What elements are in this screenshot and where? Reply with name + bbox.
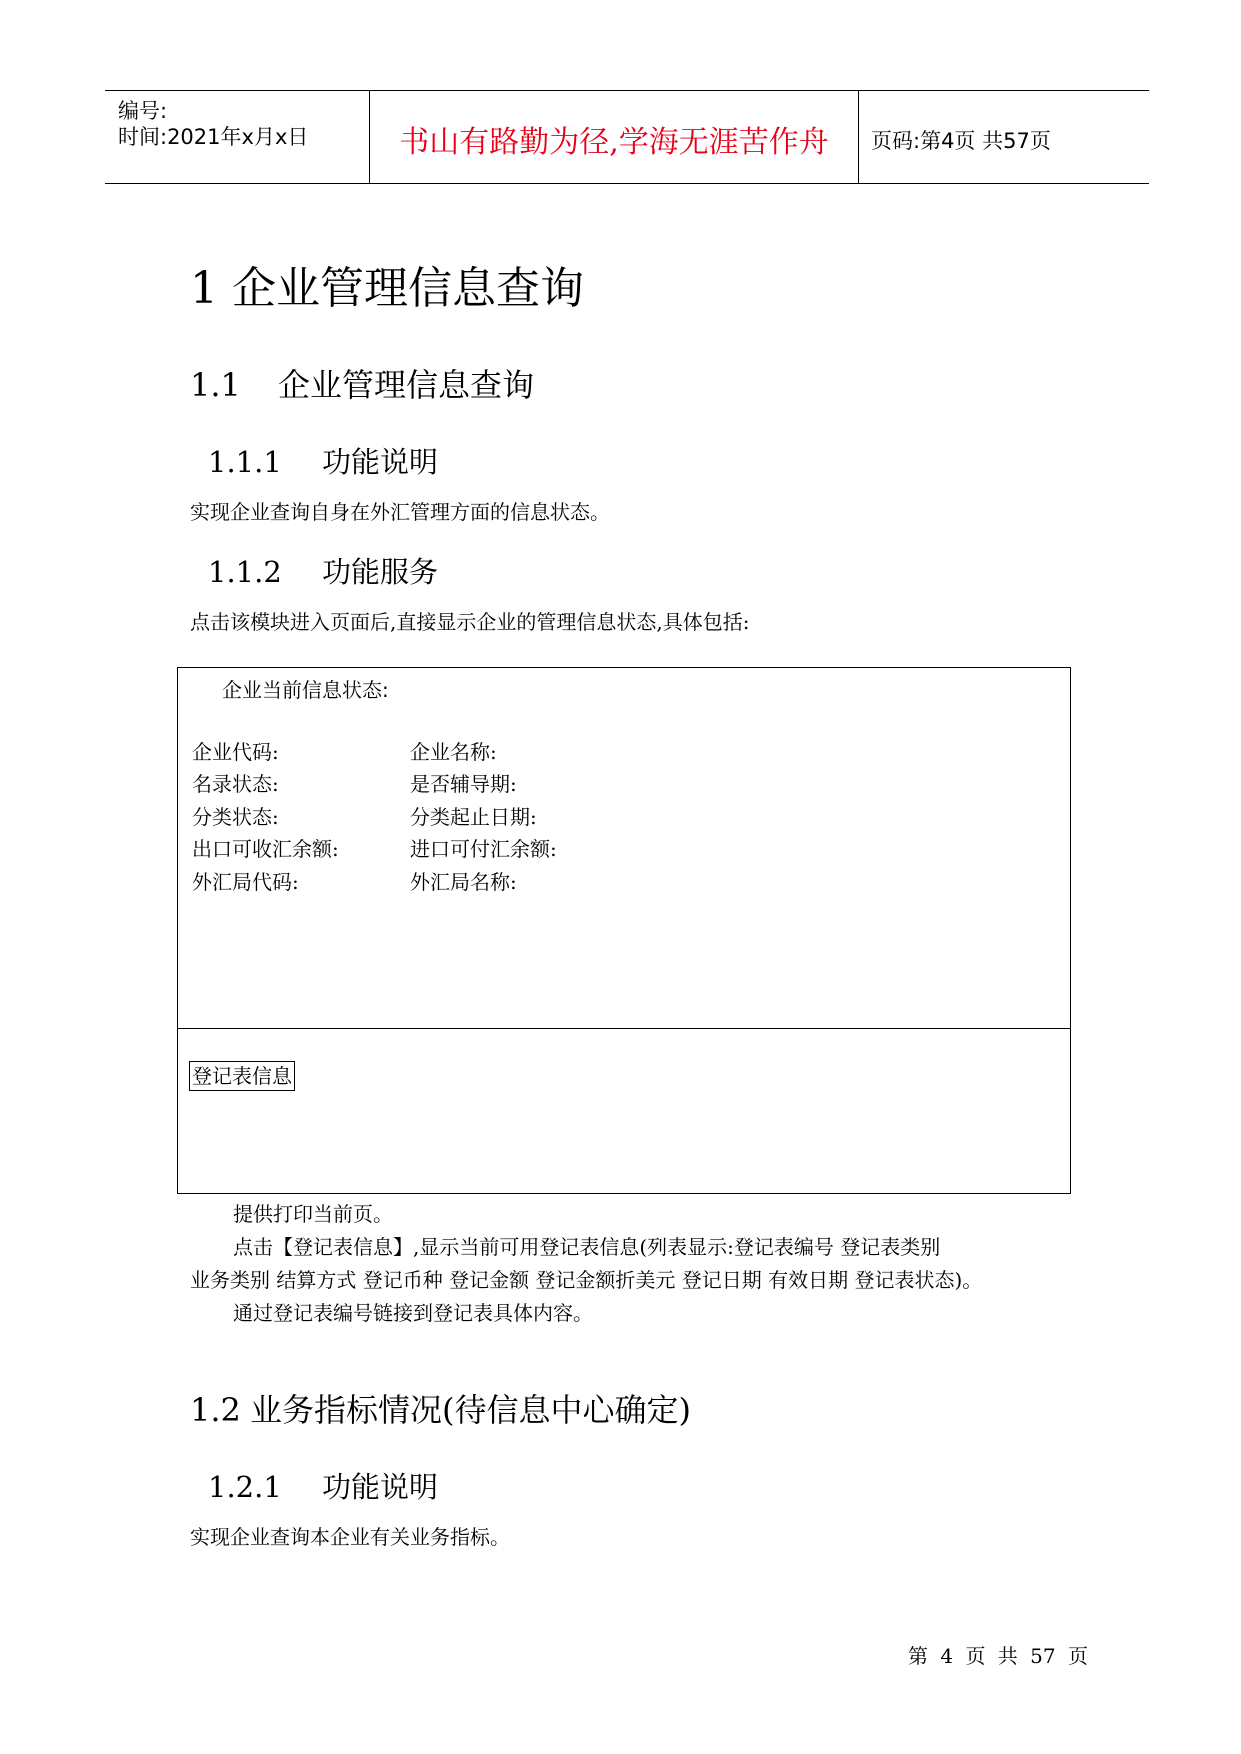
header-motto: 书山有路勤为径,学海无涯苦作舟	[399, 125, 829, 160]
heading-1-1-1-title: 功能说明	[322, 445, 439, 479]
paragraph-print: 提供打印当前页。	[233, 1202, 393, 1226]
heading-1-2-1-number: 1.2.1	[208, 1470, 282, 1504]
field-enterprise-code: 企业代码:	[192, 740, 279, 764]
heading-1-1-1	[208, 440, 438, 481]
field-category-status: 分类状态:	[192, 805, 279, 829]
header-middle-cell	[369, 91, 859, 183]
box-divider	[178, 1028, 1070, 1029]
header-page-info: 页码:第4页 共57页	[871, 129, 1051, 153]
field-guidance-period: 是否辅导期:	[410, 772, 517, 796]
heading-1-1	[190, 360, 534, 406]
heading-1-2-1	[208, 1465, 438, 1506]
heading-1-1-1-number: 1.1.1	[208, 445, 282, 479]
box-title: 企业当前信息状态:	[222, 678, 389, 702]
heading-1-2-1-title: 功能说明	[322, 1470, 439, 1504]
heading-1-1-title: 企业管理信息查询	[278, 366, 535, 404]
field-import-payable: 进口可付汇余额:	[410, 837, 557, 861]
header-right-cell	[859, 91, 1149, 183]
heading-1-2-number: 1.2	[190, 1391, 241, 1429]
heading-1: 1 企业管理信息查询	[190, 263, 584, 314]
heading-1-2	[190, 1385, 691, 1431]
heading-1-1-number: 1.1	[190, 366, 241, 404]
heading-1-1-2-title: 功能服务	[322, 555, 439, 589]
paragraph-registration-line2: 业务类别 结算方式 登记币种 登记金额 登记金额折美元 登记日期 有效日期 登记表状态)。	[190, 1268, 983, 1292]
enterprise-info-box	[177, 667, 1071, 1194]
paragraph-indicators: 实现企业查询本企业有关业务指标。	[190, 1525, 510, 1549]
field-enterprise-name: 企业名称:	[410, 740, 497, 764]
paragraph-registration-line1: 点击【登记表信息】,显示当前可用登记表信息(列表显示:登记表编号 登记表类别	[233, 1235, 941, 1259]
header-left-cell	[105, 91, 369, 183]
field-bureau-code: 外汇局代码:	[192, 870, 299, 894]
page-header	[105, 90, 1149, 184]
heading-1-1-2-number: 1.1.2	[208, 555, 282, 589]
heading-1-1-2	[208, 550, 438, 591]
paragraph-function-service: 点击该模块进入页面后,直接显示企业的管理信息状态,具体包括:	[190, 610, 750, 634]
field-directory-status: 名录状态:	[192, 772, 279, 796]
header-number-label: 编号:	[118, 99, 168, 123]
paragraph-link: 通过登记表编号链接到登记表具体内容。	[233, 1301, 593, 1325]
field-category-dates: 分类起止日期:	[410, 805, 537, 829]
field-bureau-name: 外汇局名称:	[410, 870, 517, 894]
heading-1-2-title: 业务指标情况(待信息中心确定)	[250, 1391, 691, 1429]
paragraph-function-desc: 实现企业查询自身在外汇管理方面的信息状态。	[190, 500, 610, 524]
registration-info-button[interactable]: 登记表信息	[189, 1061, 295, 1091]
field-export-receivable: 出口可收汇余额:	[192, 837, 339, 861]
page-footer: 第 4 页 共 57 页	[908, 1644, 1088, 1668]
header-time-label: 时间:2021年x月x日	[118, 125, 309, 149]
